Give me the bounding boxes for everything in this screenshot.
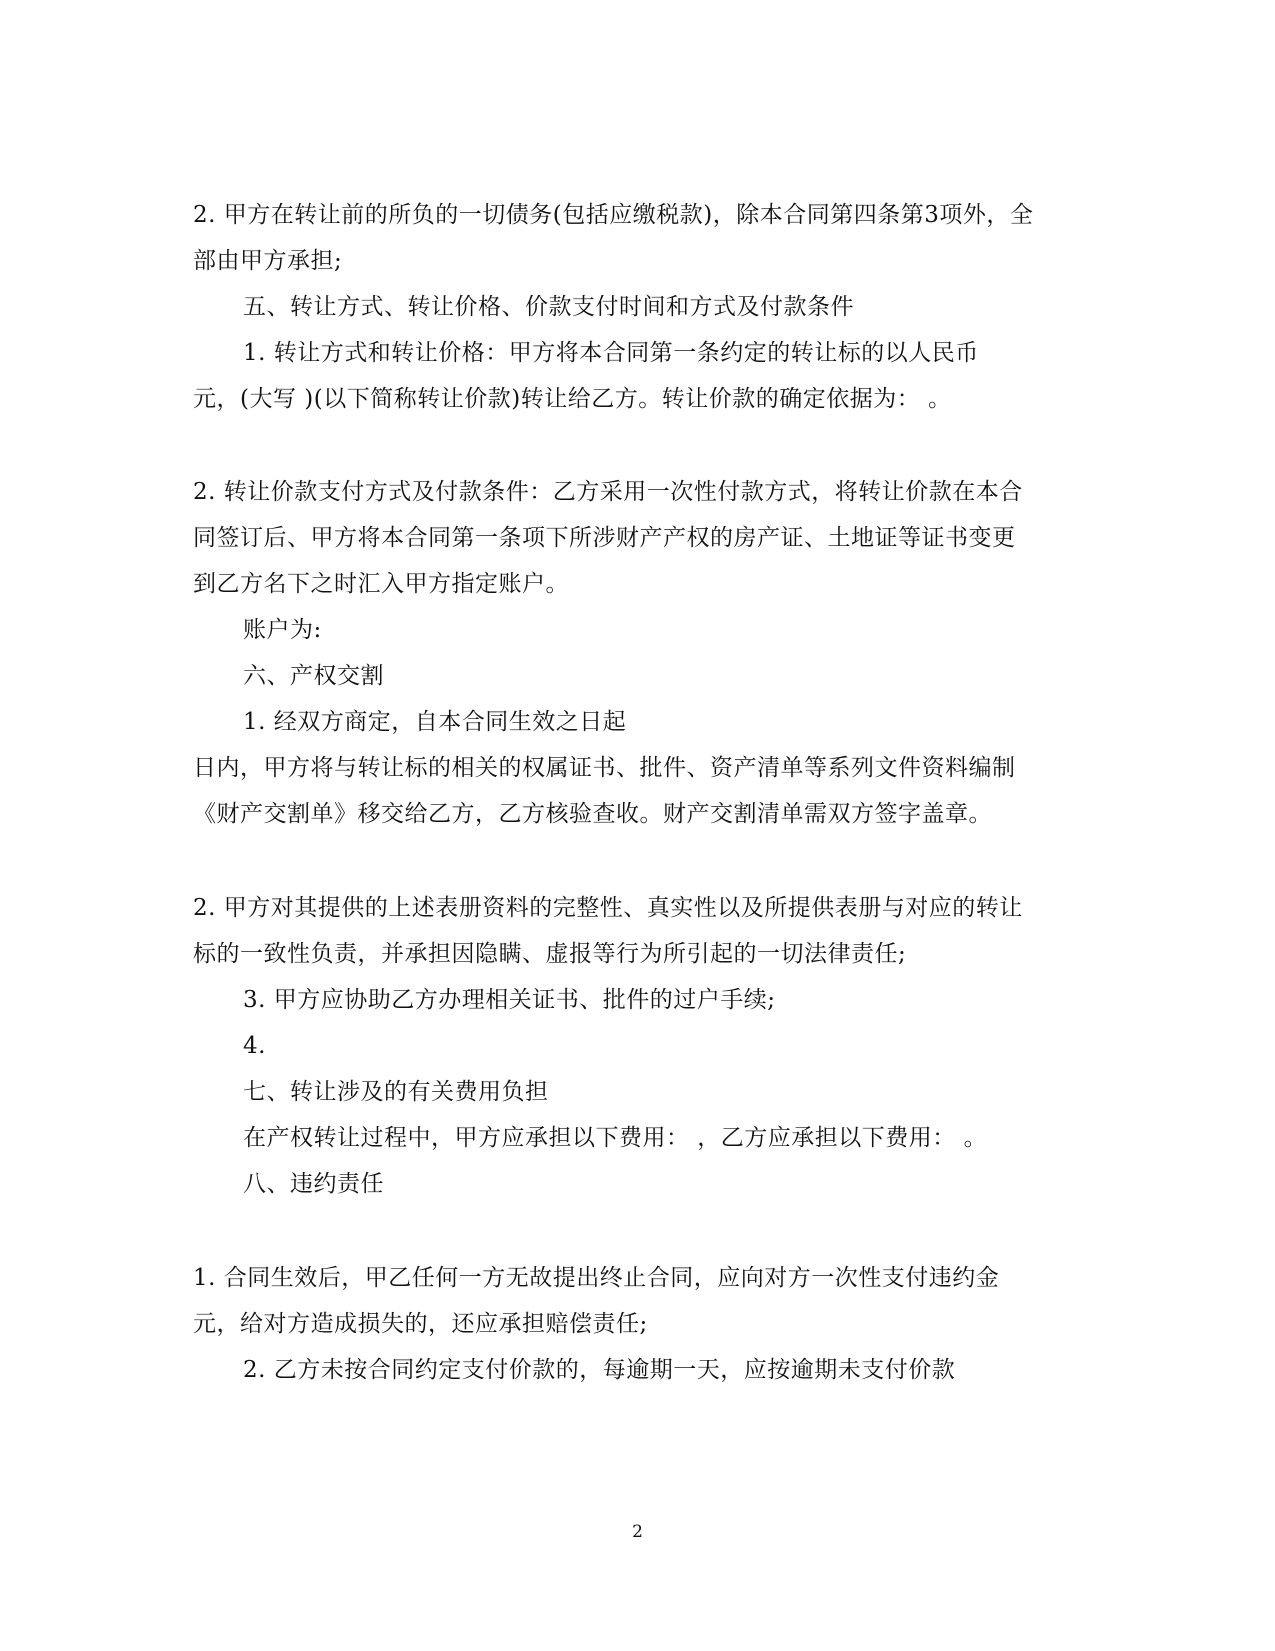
text-line-8: 到乙方名下之时汇入甲方指定账户。 [193,571,569,597]
text-line-2: 部由甲方承担; [193,248,343,274]
text-line-5: 元，(大写 )(以下简称转让价款)转让给乙方。转让价款的确定依据为： 。 [193,386,952,412]
text-line-13: 《财产交割单》移交给乙方，乙方核验查收。财产交割清单需双方签字盖章。 [193,801,992,827]
section-heading-7: 七、转让涉及的有关费用负担 [243,1079,549,1105]
text-line-4: 1. 转让方式和转让价格：甲方将本合同第一条约定的转让标的以人民币 [243,340,979,366]
text-line-23: 2. 乙方未按合同约定支付价款的，每逾期一天，应按逾期未支付价款 [243,1357,956,1383]
section-heading-8: 八、违约责任 [243,1171,384,1197]
text-line-11: 1. 经双方商定，自本合同生效之日起 [243,709,627,735]
page-number: 2 [632,1522,643,1542]
text-line-19: 在产权转让过程中，甲方应承担以下费用： ，乙方应承担以下费用： 。 [243,1125,988,1151]
text-line-21: 1. 合同生效后，甲乙任何一方无故提出终止合同，应向对方一次性支付违约金 [193,1265,1000,1291]
section-heading-5: 五、转让方式、转让价格、价款支付时间和方式及付款条件 [243,294,854,320]
text-line-16: 3. 甲方应协助乙方办理相关证书、批件的过户手续; [243,987,776,1013]
section-heading-6: 六、产权交割 [243,663,384,689]
text-line-15: 标的一致性负责，并承担因隐瞒、虚报等行为所引起的一切法律责任; [193,941,907,967]
text-line-22: 元，给对方造成损失的，还应承担赔偿责任; [193,1311,648,1337]
text-line-14: 2. 甲方对其提供的上述表册资料的完整性、真实性以及所提供表册与对应的转让 [193,895,1023,921]
text-line-9: 账户为: [243,617,322,643]
text-line-6: 2. 转让价款支付方式及付款条件：乙方采用一次性付款方式，将转让价款在本合 [193,479,1023,505]
text-line-7: 同签订后、甲方将本合同第一条项下所涉财产产权的房产证、土地证等证书变更 [193,525,1016,551]
text-line-1: 2. 甲方在转让前的所负的一切债务(包括应缴税款)，除本合同第四条第3项外，全 [193,202,1034,228]
text-line-17: 4. [243,1033,266,1059]
text-line-12: 日内，甲方将与转让标的相关的权属证书、批件、资产清单等系列文件资料编制 [193,755,1016,781]
